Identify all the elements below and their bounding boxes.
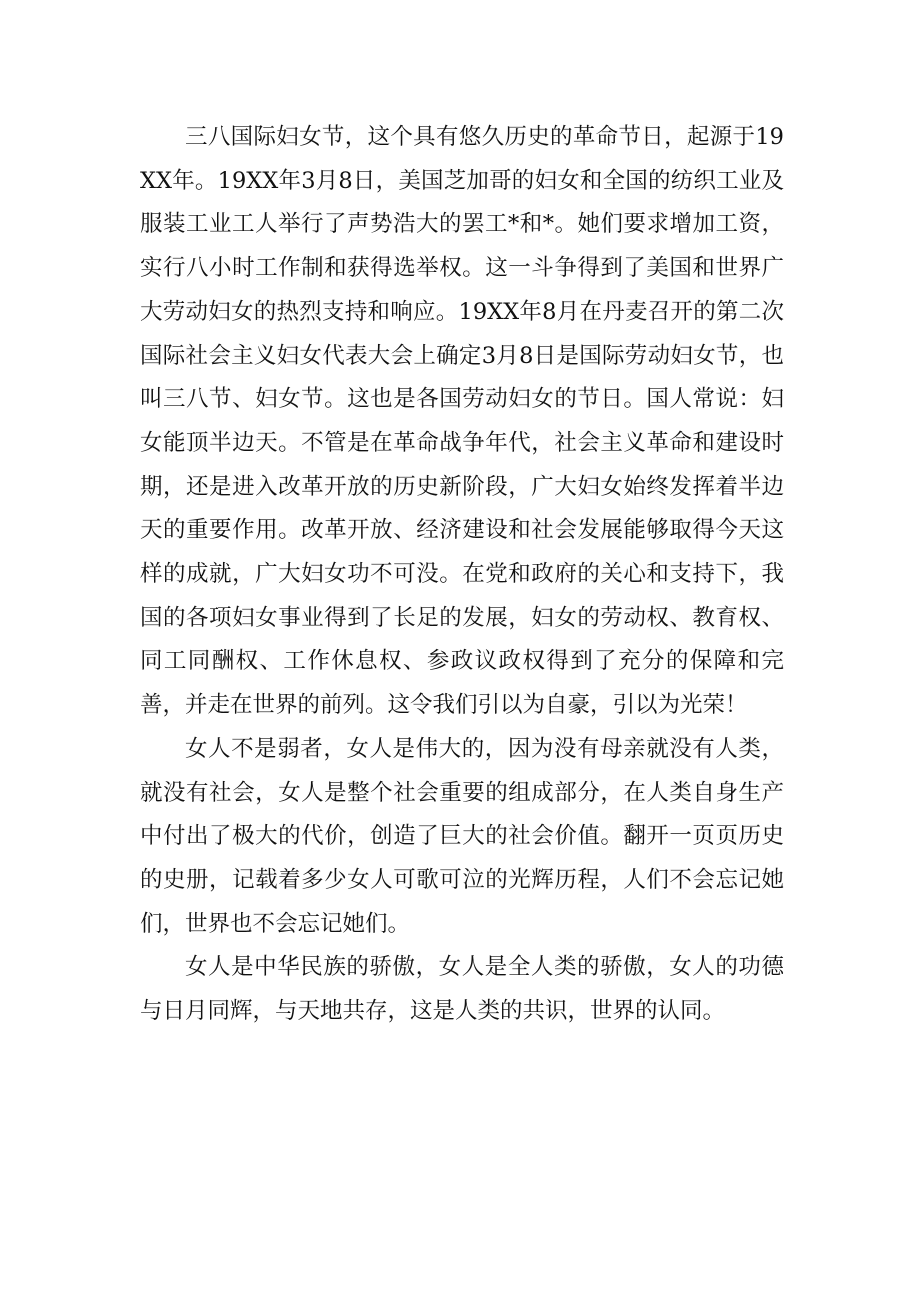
document-body (140, 116, 784, 1034)
paragraph-1: 三八国际妇女节，这个具有悠久历史的革命节日，起源于19XX年。19XX年3月8日，美国芝加哥的妇女和全国的纺织工业及服装工业工人举行了声势浩大的罢工*和*。她们要求增加工资，实行八小时工作制和获得选举权。这一斗争得到了美国和世界广大劳动妇女的热烈支持和响应。19XX年8月在丹麦召开的第二次国际社会主义妇女代表大会上确定3月8日是国际劳动妇女节，也叫三八节、妇女节。这也是各国劳动妇女的节日。国人常说：妇女能顶半边天。不管是在革命战争年代，社会主义革命和建设时期，还是进入改革开放的历史新阶段，广大妇女始终发挥着半边天的重要作用。改革开放、经济建设和社会发展能够取得今天这样的成就，广大妇女功不可没。在党和政府的关心和支持下，我国的各项妇女事业得到了长足的发展，妇女的劳动权、教育权、同工同酬权、工作休息权、参政议政权得到了充分的保障和完善，并走在世界的前列。这令我们引以为自豪，引以为光荣！ (140, 124, 784, 719)
paragraph-3: 女人是中华民族的骄傲，女人是全人类的骄傲，女人的功德与日月同辉，与天地共存，这是人类的共识，世界的认同。 (140, 954, 784, 1025)
paragraph-2: 女人不是弱者，女人是伟大的，因为没有母亲就没有人类，就没有社会，女人是整个社会重要的组成部分，在人类自身生产中付出了极大的代价，创造了巨大的社会价值。翻开一页页历史的史册，记载着多少女人可歌可泣的光辉历程，人们不会忘记她们，世界也不会忘记她们。 (140, 735, 784, 937)
